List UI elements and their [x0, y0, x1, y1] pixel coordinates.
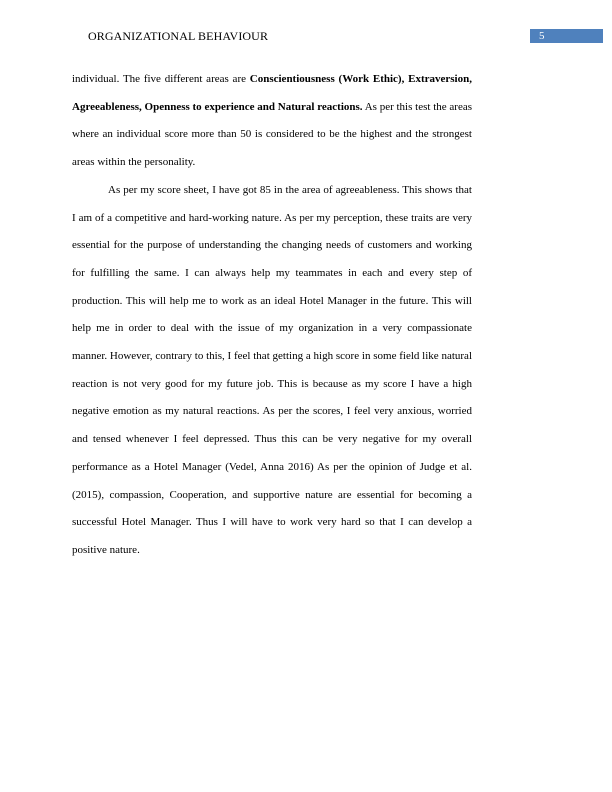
paragraph-1-intro: individual. The five different areas are: [72, 73, 250, 85]
paragraph-1-bold-areas: Conscientiousness (Work Ethic), Extraversion, Agreeableness, Openness to experience and Natural reactions.: [72, 73, 472, 113]
page-number-badge: 5: [530, 29, 603, 43]
paragraph-1: [72, 66, 472, 177]
running-header-title: ORGANIZATIONAL BEHAVIOUR: [88, 29, 269, 43]
paragraph-1-rest: As per this test the areas where an individual score more than 50 is considered to be the highest and the strongest areas within the personality.: [72, 100, 472, 169]
paragraph-2: As per my score sheet, I have got 85 in the area of agreeableness. This shows that I am of a competitive and hard-working nature. As per my perception, these traits are very essential for the purpose of understanding the changing needs of customers and working for fulfilling the same. I can always help my teammates in each and every step of production. This will help me to work as an ideal Hotel Manager in the future. This will help me in order to deal with the issue of my organization in a very compassionate manner. However, contrary to this, I feel that getting a high score in some field like natural reaction is not very good for my future job. This is because as my score I have a high negative emotion as my natural reactions. As per the scores, I feel very anxious, worried and tensed whenever I feel depressed. Thus this can be very negative for my overall performance as a Hotel Manager (Vedel, Anna 2016) As per the opinion of Judge et al. (2015), compassion, Cooperation, and supportive nature are essential for becoming a successful Hotel Manager. Thus I will have to work very hard so that I can develop a positive nature.: [72, 183, 472, 556]
document-body: [72, 66, 472, 565]
